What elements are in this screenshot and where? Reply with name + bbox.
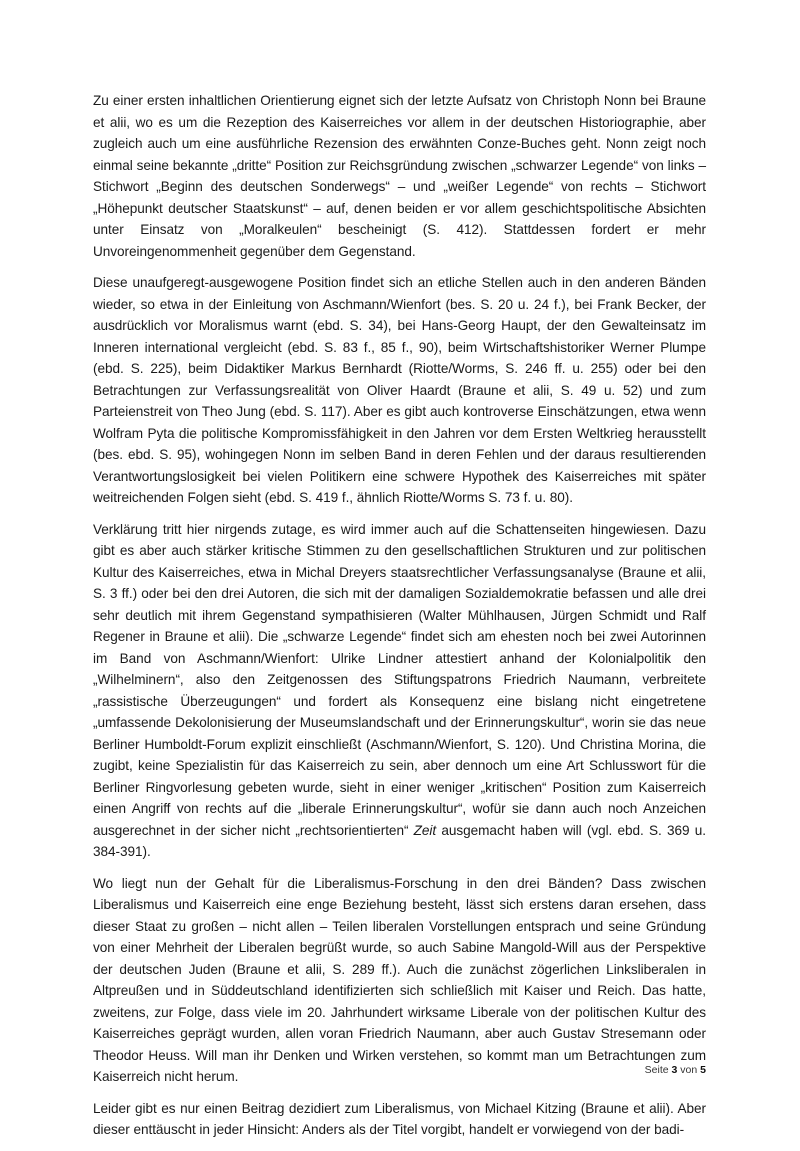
paragraph-4-text: Wo liegt nun der Gehalt für die Liberalismus-Forschung in den drei Bänden? Dass zwischen Liberalismus und Kaiserreich eine enge Beziehung besteht, lässt sich erstens daran ersehen, dass dieser Staat zu großen – nicht allen – Teilen liberalen Vorstellungen entsprach und seine Gründung von einer Mehrheit der Liberalen begrüßt wurde, so auch Sabine Mangold-Will aus der Perspektive der deutschen Juden (Braune et alii, S. 289 ff.). Auch die zunächst zögerlichen Linksliberalen in Altpreußen und in Süddeutschland identifizierten sich schließlich mit Kaiser und Reich. Das hatte, zweitens, zur Folge, dass viele im 20. Jahrhundert wirksame Liberale von der politischen Kultur des Kaiserreiches geprägt wurden, allen voran Friedrich Naumann, aber auch Gustav Stresemann oder Theodor Heuss. Will man ihr Denken und Wirken verstehen, so kommt man um Betrachtungen zum Kaiserreich nicht herum. bbox=[93, 875, 706, 1084]
paragraph-1-text: Zu einer ersten inhaltlichen Orientierung eignet sich der letzte Aufsatz von Christoph Nonn bei Braune et alii, wo es um die Rezeption des Kaiserreiches vor allem in der deutschen Historiographie, aber zugleich auch um eine ausführliche Rezension des erwähnten Conze-Buches geht. Nonn zeigt noch einmal seine bekannte „dritte“ Position zur Reichsgründung zwischen „schwarzer Legende“ von links – Stichwort „Beginn des deutschen Sonderwegs“ – und „weißer Legende“ von rechts – Stichwort „Höhepunkt deutscher Staatskunst“ – auf, denen beiden er vor allem geschichtspolitische Absichten unter Einsatz von „Moralkeulen“ bescheinigt (S. 412). Stattdessen fordert er mehr Unvoreingenommenheit gegenüber dem Gegenstand. bbox=[93, 93, 706, 259]
paragraph-1 bbox=[93, 90, 706, 262]
paragraph-3-italic-zeit: Zeit bbox=[413, 822, 437, 838]
footer-separator: von bbox=[680, 1064, 698, 1076]
footer-current-page: 3 bbox=[671, 1064, 678, 1076]
footer-page-label: Seite bbox=[644, 1064, 669, 1076]
paragraph-5 bbox=[93, 1098, 706, 1141]
paragraph-5-text: Leider gibt es nur einen Beitrag dezidiert zum Liberalismus, von Michael Kitzing (Braune et alii). Aber dieser enttäuscht in jeder Hinsicht: Anders als der Titel vorgibt, handelt er vorwiegend von der badi- bbox=[93, 1100, 706, 1137]
paragraph-3 bbox=[93, 519, 706, 863]
page-footer bbox=[560, 1064, 706, 1076]
paragraph-4 bbox=[93, 873, 706, 1088]
paragraph-2 bbox=[93, 272, 706, 509]
paragraph-3-text-part-2: ausgemacht haben will (vgl. ebd. S. 369 u. 384-391). bbox=[93, 822, 706, 859]
body-text bbox=[93, 90, 706, 1151]
paragraph-2-text: Diese unaufgeregt-ausgewogene Position findet sich an etliche Stellen auch in den anderen Bänden wieder, so etwa in der Einleitung von Aschmann/Wienfort (bes. S. 20 u. 24 f.), bei Frank Becker, der ausdrücklich vor Moralismus warnt (ebd. S. 34), bei Hans-Georg Haupt, der den Gewalteinsatz im Inneren international vergleicht (ebd. S. 83 f., 85 f., 90), beim Wirtschaftshistoriker Werner Plumpe (ebd. S. 225), beim Didaktiker Markus Bernhardt (Riotte/Worms, S. 246 ff. u. 255) oder bei den Betrachtungen zur Verfassungsrealität von Oliver Haardt (Braune et alii, S. 49 u. 52) und zum Parteienstreit von Theo Jung (ebd. S. 117). Aber es gibt auch kontroverse Einschätzungen, etwa wenn Wolfram Pyta die politische Kompromissfähigkeit in den Jahren vor dem Ersten Weltkrieg herausstellt (bes. ebd. S. 95), wohingegen Nonn im selben Band in deren Fehlen und der daraus resultierenden Verantwortungslosigkeit bei vielen Politikern eine schwere Hypothek des Kaiserreiches mit später weitreichenden Folgen sieht (ebd. S. 419 f., ähnlich Riotte/Worms S. 73 f. u. 80). bbox=[93, 275, 706, 505]
footer-total-pages: 5 bbox=[700, 1064, 706, 1076]
paragraph-3-text-part-1: Verklärung tritt hier nirgends zutage, es wird immer auch auf die Schattenseiten hingewiesen. Dazu gibt es aber auch stärker kritische Stimmen zu den gesellschaftlichen Strukturen und zur politischen Kultur des Kaiserreiches, etwa in Michal Dreyers staatsrechtlicher Verfassungsanalyse (Braune et alii, S. 3 ff.) oder bei den drei Autoren, die sich mit der damaligen Sozialdemokratie befassen und alle drei sehr deutlich mit ihrem Gegenstand sympathisieren (Walter Mühlhausen, Jürgen Schmidt und Ralf Regener in Braune et alii). Die „schwarze Legende“ findet sich am ehesten noch bei zwei Autorinnen im Band von Aschmann/Wienfort: Ulrike Lindner attestiert anhand der Kolonialpolitik den „Wilhelminern“, also den Zeitgenossen des Stiftungspatrons Friedrich Naumann, verbreitete „rassistische Überzeugungen“ und fordert als Konsequenz eine bislang nicht eingetretene „umfassende Dekolonisierung der Museumslandschaft und der Erinnerungskultur“, worin sie das neue Berliner Humboldt-Forum explizit einschließt (Aschmann/Wienfort, S. 120). Und Christina Morina, die zugibt, keine Spezialistin für das Kaiserreich zu sein, aber dennoch um eine Art Schlusswort für die Berliner Ringvorlesung gebeten wurde, sieht in einer weniger „kritischen“ Position zum Kaiserreich einen Angriff von rechts auf die „liberale Erinnerungskultur“, wofür sie dann auch noch Anzeichen ausgerechnet in der sicher nicht „rechtsorientierten“ bbox=[93, 521, 706, 838]
